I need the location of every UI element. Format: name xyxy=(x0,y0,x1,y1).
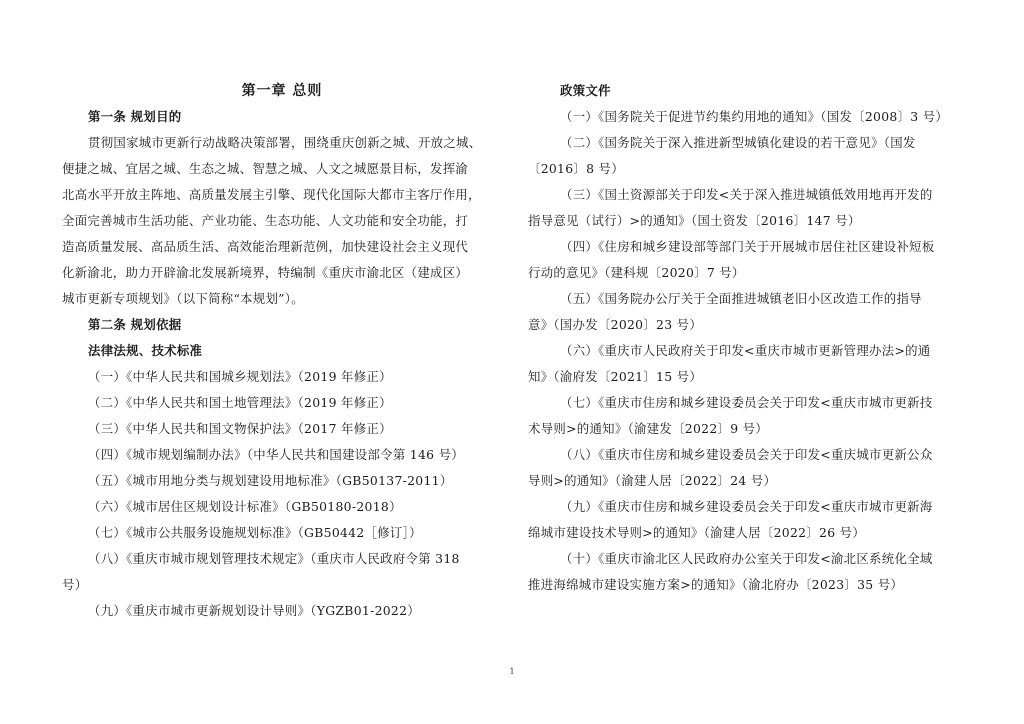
list-item: （一）《国务院关于促进节约集约用地的通知》（国发〔2008〕3 号） xyxy=(560,109,949,124)
section-heading: 法律法规、技术标准 xyxy=(88,343,203,358)
list-item-continuation: 号） xyxy=(62,577,88,592)
list-item-continuation: 知》（渝府发〔2021〕15 号） xyxy=(528,369,703,384)
right-column xyxy=(528,78,968,598)
chapter-title: 第一章 总则 xyxy=(241,83,323,99)
left-column xyxy=(62,78,502,624)
list-item-continuation: 意》（国办发〔2020〕23 号） xyxy=(528,317,703,332)
list-item: （二）《国务院关于深入推进新型城镇化建设的若干意见》（国发 xyxy=(560,135,916,150)
article-heading: 第一条 规划目的 xyxy=(88,109,182,124)
list-item-continuation: 行动的意见》（建科规〔2020〕7 号） xyxy=(528,265,745,280)
list-item: （八）《重庆市住房和城乡建设委员会关于印发<重庆城市更新公众 xyxy=(560,447,933,462)
list-item-continuation: 〔2016〕8 号） xyxy=(528,161,624,176)
list-item: （三）《中华人民共和国文物保护法》（2017 年修正） xyxy=(88,421,392,436)
list-item: （七）《城市公共服务设施规划标准》（GB50442［修订］） xyxy=(88,525,422,540)
list-item: （四）《城市规划编制办法》（中华人民共和国建设部令第 146 号） xyxy=(88,447,464,462)
list-item: （四）《住房和城乡建设部等部门关于开展城市居住社区建设补短板 xyxy=(560,239,935,254)
list-item: （十）《重庆市渝北区人民政府办公室关于印发<渝北区系统化全域 xyxy=(560,551,933,566)
list-item: （五）《城市用地分类与规划建设用地标准》（GB50137-2011） xyxy=(88,473,453,488)
paragraph-line: 全面完善城市生活功能、产业功能、生态功能、人文功能和安全功能，打 xyxy=(62,213,469,228)
section-heading: 政策文件 xyxy=(560,83,611,98)
list-item-continuation: 导则>的通知》（渝建人居〔2022〕24 号） xyxy=(528,473,777,488)
list-item-continuation: 术导则>的通知》（渝建发〔2022〕9 号） xyxy=(528,421,768,436)
paragraph-line: 化新渝北，助力开辟渝北发展新境界，特编制《重庆市渝北区（建成区） xyxy=(62,265,469,280)
list-item-continuation: 指导意见（试行）>的通知》（国土资发〔2016〕147 号） xyxy=(528,213,861,228)
list-item: （八）《重庆市城市规划管理技术规定》（重庆市人民政府令第 318 xyxy=(88,551,460,566)
list-item-continuation: 推进海绵城市建设实施方案>的通知》（渝北府办〔2023〕35 号） xyxy=(528,577,904,592)
page-number: 1 xyxy=(509,667,515,676)
paragraph-line: 贯彻国家城市更新行动战略决策部署，围绕重庆创新之城、开放之城、 xyxy=(88,135,482,150)
article-heading: 第二条 规划依据 xyxy=(88,317,182,332)
list-item: （九）《重庆市城市更新规划设计导则》（YGZB01-2022） xyxy=(88,603,420,618)
paragraph-line: 造高质量发展、高品质生活、高效能治理新范例，加快建设社会主义现代 xyxy=(62,239,469,254)
list-item: （二）《中华人民共和国土地管理法》（2019 年修正） xyxy=(88,395,392,410)
list-item: （七）《重庆市住房和城乡建设委员会关于印发<重庆市城市更新技 xyxy=(560,395,933,410)
list-item: （六）《城市居住区规划设计标准》（GB50180-2018） xyxy=(88,499,402,514)
list-item: （三）《国土资源部关于印发<关于深入推进城镇低效用地再开发的 xyxy=(560,187,933,202)
list-item: （六）《重庆市人民政府关于印发<重庆市城市更新管理办法>的通 xyxy=(560,343,931,358)
paragraph-line: 北高水平开放主阵地、高质量发展主引擎、现代化国际大都市主客厅作用， xyxy=(62,187,481,202)
paragraph-line: 便捷之城、宜居之城、生态之城、智慧之城、人文之城愿景目标，发挥渝 xyxy=(62,161,469,176)
list-item: （九）《重庆市住房和城乡建设委员会关于印发<重庆市城市更新海 xyxy=(560,499,933,514)
list-item: （五）《国务院办公厅关于全面推进城镇老旧小区改造工作的指导 xyxy=(560,291,922,306)
list-item: （一）《中华人民共和国城乡规划法》（2019 年修正） xyxy=(88,369,392,384)
paragraph-line: 城市更新专项规划》（以下简称“本规划”）。 xyxy=(62,291,304,306)
list-item-continuation: 绵城市建设技术导则>的通知》（渝建人居〔2022〕26 号） xyxy=(528,525,866,540)
